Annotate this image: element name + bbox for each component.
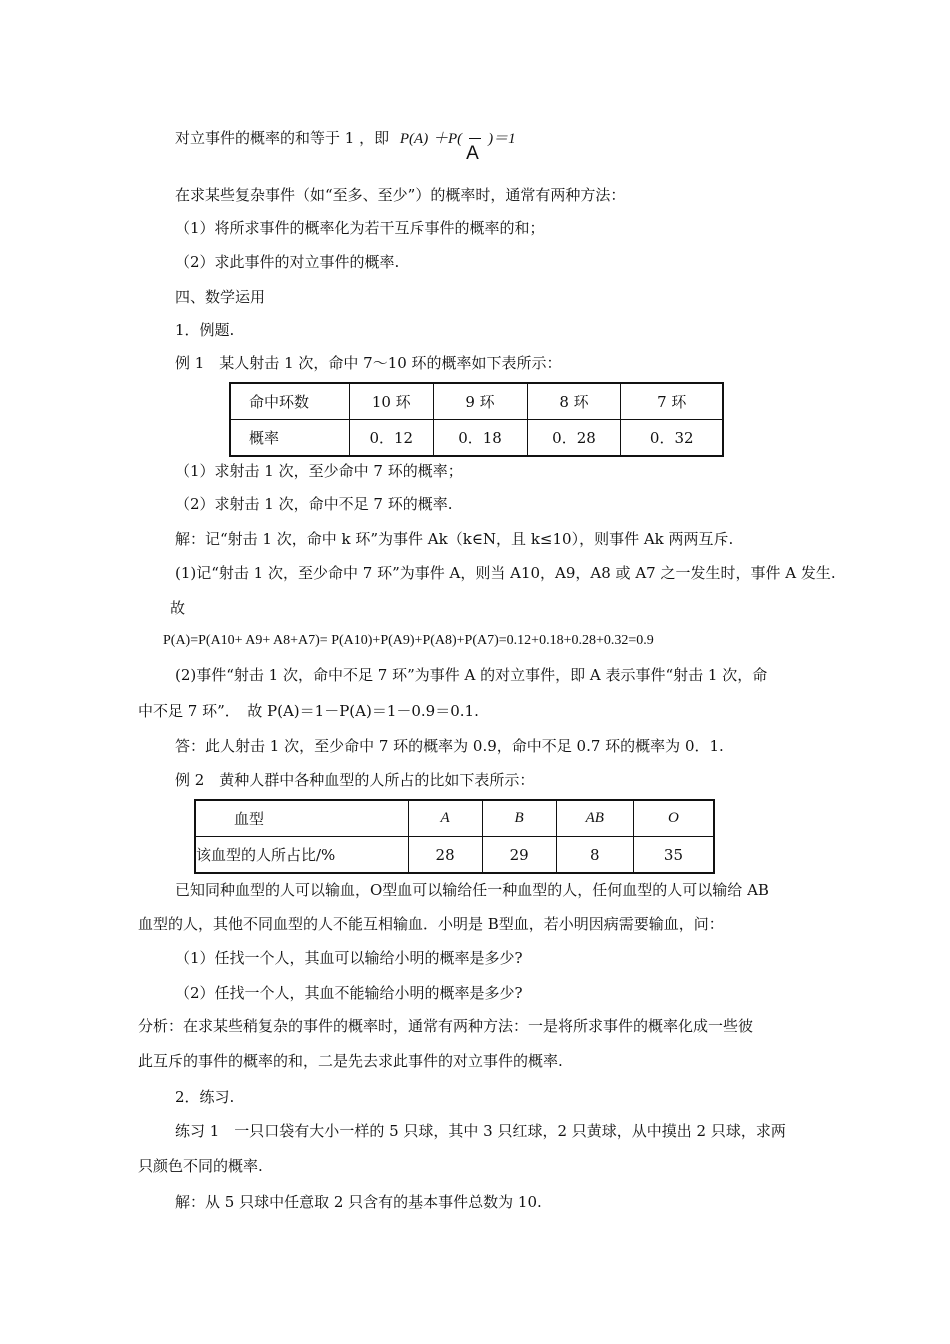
formula-a-bar-letter: A [466,143,479,164]
example1-solution-2: (1)记“射击 1 次，至少命中 7 环”为事件 A，则当 A10，A9，A8 或 A7 之一发生时，事件 A 发生. [175,564,836,582]
example1-solution-3: 故 [170,599,186,617]
table-cell: 该血型的人所占比/% [195,837,408,874]
example1-solution-5: (2)事件“射击 1 次，命中不足 7 环”为事件 A 的对立事件，即 A 表示事件“射击 1 次，命 [175,666,768,684]
example1-solution-4: P(A)=P(A10+ A9+ A8+A7)= P(A10)+P(A9)+P(A8)+P(A7)=0.12+0.18+0.28+0.32=0.9 [163,633,654,648]
table-cell: 血型 [195,800,408,837]
table-cell: AB [556,800,633,837]
table-cell: 概率 [230,420,349,457]
table-cell: 0．18 [433,420,527,457]
table-row [230,383,723,420]
table-row [195,837,714,874]
example1-question-1: （1）求射击 1 次，至少命中 7 环的概率； [175,462,463,480]
formula-plus: ＋P( [432,131,463,147]
table-cell: 35 [633,837,714,874]
example2-analysis-1: 分析：在求某些稍复杂的事件的概率时，通常有两种方法：一是将所求事件的概率化成一些彼 [138,1017,754,1035]
table-cell: 8 [556,837,633,874]
example1-solution-1: 解：记“射击 1 次，命中 k 环”为事件 Ak（k∈N，且 k≤10），则事件 Ak 两两互斥. [175,530,734,548]
example2-title: 例 2 黄种人群中各种血型的人所占的比如下表所示： [175,771,535,789]
table-cell: 10 环 [349,383,433,420]
example1-title: 例 1 某人射击 1 次，命中 7～10 环的概率如下表所示： [175,354,562,372]
table-cell: 28 [408,837,482,874]
example2-question-2: （2）任找一个人，其血不能输给小明的概率是多少? [175,984,523,1002]
example2-analysis-2: 此互斥的事件的概率的和，二是先去求此事件的对立事件的概率. [138,1052,563,1070]
formula-close: )＝1 [488,131,516,147]
complement-formula [175,128,516,164]
exercise1-solution: 解：从 5 只球中任意取 2 只含有的基本事件总数为 10. [175,1193,542,1211]
intro-line-3: （2）求此事件的对立事件的概率. [175,253,400,271]
overbar-mark [469,138,481,139]
table-cell: 命中环数 [230,383,349,420]
intro-line-1: 在求某些复杂事件（如“至多、至少”）的概率时，通常有两种方法： [175,186,626,204]
intro-line-2: （1）将所求事件的概率化为若干互斥事件的概率的和； [175,219,545,237]
formula-p-a: P(A) [399,131,429,147]
example2-text-2: 血型的人，其他不同血型的人不能互相输血．小明是 B型血，若小明因病需要输血，问： [138,915,724,933]
table-cell: 7 环 [621,383,723,420]
table-cell: 9 环 [433,383,527,420]
table-cell: 0．32 [621,420,723,457]
table-cell: A [408,800,482,837]
example1-answer: 答：此人射击 1 次，至少命中 7 环的概率为 0.9，命中不足 0.7 环的概率为 0．1. [175,737,724,755]
exercise1-line-2: 只颜色不同的概率. [138,1157,263,1175]
table-cell: 0．28 [527,420,621,457]
table-cell: 8 环 [527,383,621,420]
example2-question-1: （1）任找一个人，其血可以输给小明的概率是多少? [175,949,523,967]
example1-question-2: （2）求射击 1 次，命中不足 7 环的概率. [175,495,453,513]
exercise1-line-1: 练习 1 一只口袋有大小一样的 5 只球，其中 3 只红球，2 只黄球，从中摸出 2 只球，求两 [175,1122,786,1140]
table-row [195,800,714,837]
formula-text: 对立事件的概率的和等于 1 ，即 [175,129,390,147]
table-cell: 0．12 [349,420,433,457]
table-cell: B [482,800,556,837]
formula-a-complement [462,128,488,164]
blood-type-table [194,799,715,874]
table-cell: 29 [482,837,556,874]
example1-solution-6: 中不足 7 环”． 故 P(A)＝1－P(A)＝1－0.9＝0.1. [138,702,479,720]
section-title: 四、数学运用 [175,288,266,306]
example2-text-1: 已知同种血型的人可以输血，O型血可以输给任一种血型的人，任何血型的人可以输给 AB [175,881,769,899]
table-cell: O [633,800,714,837]
table-row [230,420,723,457]
sub-title-examples: 1．例题. [175,321,235,339]
sub-title-exercises: 2．练习. [175,1088,235,1106]
hit-probability-table [229,382,724,457]
